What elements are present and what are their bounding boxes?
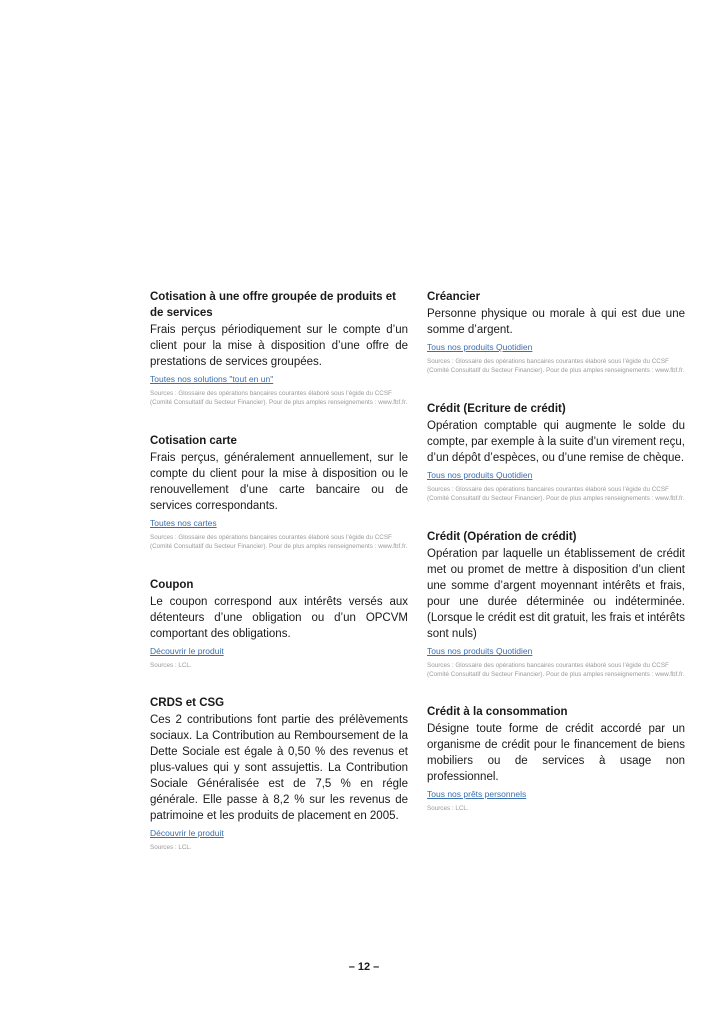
entry-definition: Le coupon correspond aux intérêts versés aux détenteurs d’une obligation ou d’un OPCVM comportant des obligations. xyxy=(150,596,408,641)
entry-source: Sources : Glossaire des opérations bancaires courantes élaboré sous l’égide du CCSF (Comité Consultatif du Secteur Financier). Pour de plus amples renseignements : www.fbf.fr. xyxy=(427,662,685,678)
entry-title: CRDS et CSG xyxy=(150,696,225,709)
entry-definition: Opération comptable qui augmente le solde du compte, par exemple à la suite d’un virement reçu, d’un dépôt d’espèces, ou d’une remise de chèque. xyxy=(427,420,685,465)
left-column xyxy=(150,289,408,853)
entry-link[interactable]: Tous nos produits Quotidien xyxy=(427,342,533,352)
entry-title: Créancier xyxy=(427,291,481,303)
entry-definition: Ces 2 contributions font partie des prélèvements sociaux. La Contribution au Remboursement de la Dette Sociale est égale à 0,50 % des revenus et plus-values qui y sont assujettis. La Contribution Sociale Généralisée est de 7,5 % en régle générale. Elle passe à 8,2 % sur les revenus de patrimoine et les produits de placement en 2005. xyxy=(150,713,408,822)
glossary-entry xyxy=(427,289,685,375)
right-column xyxy=(427,289,685,813)
glossary-entry xyxy=(150,577,408,671)
entry-link[interactable]: Découvrir le produit xyxy=(150,646,224,657)
entry-source: Sources : LCL. xyxy=(150,843,192,851)
entry-title: Cotisation carte xyxy=(150,435,237,448)
entry-definition: Désigne toute forme de crédit accordé par un organisme de crédit pour le financement de biens mobiliers ou de services à usage non professionnel. xyxy=(427,722,685,783)
entry-source: Sources : LCL. xyxy=(150,662,192,670)
entry-link[interactable]: Découvrir le produit xyxy=(150,827,224,838)
entry-link[interactable]: Tous nos produits Quotidien xyxy=(427,646,533,657)
entry-title: Cotisation à une offre groupée de produits et de services xyxy=(150,291,396,319)
entry-link[interactable]: Toutes nos cartes xyxy=(150,518,217,529)
entry-link[interactable]: Tous nos produits Quotidien xyxy=(427,470,533,481)
entry-title: Crédit (Ecriture de crédit) xyxy=(427,403,566,416)
glossary-entry xyxy=(427,704,685,814)
entry-source: Sources : Glossaire des opérations bancaires courantes élaboré sous l’égide du CCSF (Comité Consultatif du Secteur Financier). Pour de plus amples renseignements : www.fbf.fr. xyxy=(150,534,408,550)
entry-definition: Personne physique ou morale à qui est due une somme d’argent. xyxy=(427,308,685,336)
entry-link[interactable]: Toutes nos solutions "tout en un" xyxy=(150,374,274,384)
glossary-entry xyxy=(150,289,408,407)
glossary-entry xyxy=(150,695,408,853)
glossary-entry xyxy=(150,433,408,551)
glossary-entry xyxy=(427,401,685,503)
glossary-entry xyxy=(427,529,685,679)
page-number: – 12 – xyxy=(348,961,380,973)
entry-source: Sources : Glossaire des opérations bancaires courantes élaboré sous l’égide du CCSF (Comité Consultatif du Secteur Financier). Pour de plus amples renseignements : www.fbf.fr. xyxy=(150,390,408,406)
entry-definition: Frais perçus, généralement annuellement, sur le compte du client pour la mise à disposition ou le renouvellement d’une carte bancaire ou de services correspondants. xyxy=(150,452,408,513)
entry-source: Sources : LCL. xyxy=(427,804,469,812)
entry-title: Crédit (Opération de crédit) xyxy=(427,531,577,544)
entry-definition: Opération par laquelle un établissement de crédit met ou promet de mettre à disposition d’un client une somme d’argent moyennant intérêts et frais, pour une durée déterminée ou indéterminée. (Lorsque le crédit est dit gratuit, les frais et intérêts sont nuls) xyxy=(427,548,685,641)
entry-link[interactable]: Tous nos prêts personnels xyxy=(427,788,527,799)
entry-title: Crédit à la consommation xyxy=(427,705,568,718)
entry-title: Coupon xyxy=(150,579,194,592)
entry-definition: Frais perçus périodiquement sur le compte d’un client pour la mise à disposition d’une offre de prestations de services groupées. xyxy=(150,324,408,368)
entry-source: Sources : Glossaire des opérations bancaires courantes élaboré sous l’égide du CCSF (Comité Consultatif du Secteur Financier). Pour de plus amples renseignements : www.fbf.fr. xyxy=(427,358,685,374)
entry-source: Sources : Glossaire des opérations bancaires courantes élaboré sous l’égide du CCSF (Comité Consultatif du Secteur Financier). Pour de plus amples renseignements : www.fbf.fr. xyxy=(427,486,685,502)
